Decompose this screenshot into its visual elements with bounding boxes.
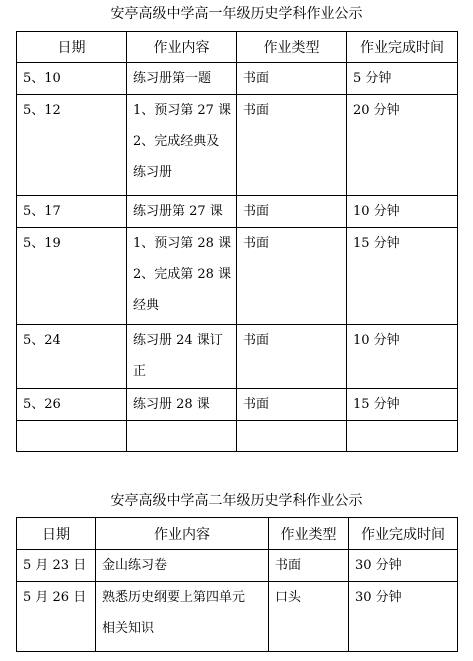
type-cell: 书面 bbox=[269, 550, 349, 582]
content-cell bbox=[96, 582, 269, 652]
content-cell bbox=[127, 95, 237, 196]
content-line: 1、预习第 28 课 bbox=[133, 236, 232, 251]
table-row bbox=[17, 63, 458, 95]
header-type: 作业类型 bbox=[237, 32, 347, 63]
content-cell bbox=[96, 550, 269, 582]
table-row bbox=[17, 389, 458, 421]
empty-row bbox=[17, 421, 458, 452]
header-date: 日期 bbox=[17, 32, 127, 63]
table-row bbox=[17, 95, 458, 196]
header-content: 作业内容 bbox=[127, 32, 237, 63]
type-cell: 书面 bbox=[237, 325, 347, 389]
type-cell: 书面 bbox=[237, 228, 347, 325]
content-line: 1、预习第 27 课 bbox=[133, 103, 232, 118]
grade11-homework-table bbox=[16, 517, 458, 652]
table-row bbox=[17, 228, 458, 325]
table1-title: 安亭高级中学高一年级历史学科作业公示 bbox=[110, 6, 363, 22]
content-cell bbox=[127, 228, 237, 325]
type-cell bbox=[237, 421, 347, 452]
header-time: 作业完成时间 bbox=[347, 32, 458, 63]
content-cell bbox=[127, 63, 237, 95]
time-cell: 10 分钟 bbox=[347, 196, 458, 228]
date-cell: 5、19 bbox=[17, 228, 127, 325]
type-cell: 书面 bbox=[237, 63, 347, 95]
table-row bbox=[17, 550, 458, 582]
date-cell: 5 月 23 日 bbox=[17, 550, 96, 582]
content-cell bbox=[127, 196, 237, 228]
type-cell: 口头 bbox=[269, 582, 349, 652]
date-cell: 5 月 26 日 bbox=[17, 582, 96, 652]
date-cell: 5、12 bbox=[17, 95, 127, 196]
content-line: 相关知识 bbox=[102, 621, 155, 636]
header-time: 作业完成时间 bbox=[349, 518, 458, 550]
time-cell: 20 分钟 bbox=[347, 95, 458, 196]
table-row bbox=[17, 196, 458, 228]
header-date: 日期 bbox=[17, 518, 96, 550]
content-cell bbox=[127, 325, 237, 389]
content-line: 2、完成第 28 课 bbox=[133, 267, 232, 282]
date-cell: 5、26 bbox=[17, 389, 127, 421]
content-cell bbox=[127, 421, 237, 452]
content-line: 正 bbox=[133, 364, 147, 379]
time-cell bbox=[347, 421, 458, 452]
table-row bbox=[17, 582, 458, 652]
header-content: 作业内容 bbox=[96, 518, 269, 550]
header-row bbox=[17, 518, 458, 550]
date-cell: 5、17 bbox=[17, 196, 127, 228]
content-line: 练习册第一题 bbox=[133, 71, 212, 86]
time-cell: 30 分钟 bbox=[349, 582, 458, 652]
table2-title: 安亭高级中学高二年级历史学科作业公示 bbox=[110, 493, 363, 509]
time-cell: 10 分钟 bbox=[347, 325, 458, 389]
type-cell: 书面 bbox=[237, 196, 347, 228]
header-row bbox=[17, 32, 458, 63]
content-line: 练习册 24 课订 bbox=[133, 333, 223, 348]
date-cell: 5、10 bbox=[17, 63, 127, 95]
content-line: 经典 bbox=[133, 298, 160, 313]
time-cell: 5 分钟 bbox=[347, 63, 458, 95]
type-cell: 书面 bbox=[237, 95, 347, 196]
type-cell: 书面 bbox=[237, 389, 347, 421]
time-cell: 30 分钟 bbox=[349, 550, 458, 582]
content-line: 练习册 bbox=[133, 165, 173, 180]
content-line: 熟悉历史纲要上第四单元 bbox=[102, 590, 246, 605]
content-line: 练习册 28 课 bbox=[133, 397, 210, 412]
content-cell bbox=[127, 389, 237, 421]
content-line: 练习册第 27 课 bbox=[133, 204, 223, 219]
content-line: 2、完成经典及 bbox=[133, 134, 220, 149]
grade10-homework-table bbox=[16, 31, 458, 452]
date-cell: 5、24 bbox=[17, 325, 127, 389]
table-row bbox=[17, 325, 458, 389]
content-line: 金山练习卷 bbox=[102, 558, 168, 573]
date-cell bbox=[17, 421, 127, 452]
time-cell: 15 分钟 bbox=[347, 228, 458, 325]
time-cell: 15 分钟 bbox=[347, 389, 458, 421]
header-type: 作业类型 bbox=[269, 518, 349, 550]
